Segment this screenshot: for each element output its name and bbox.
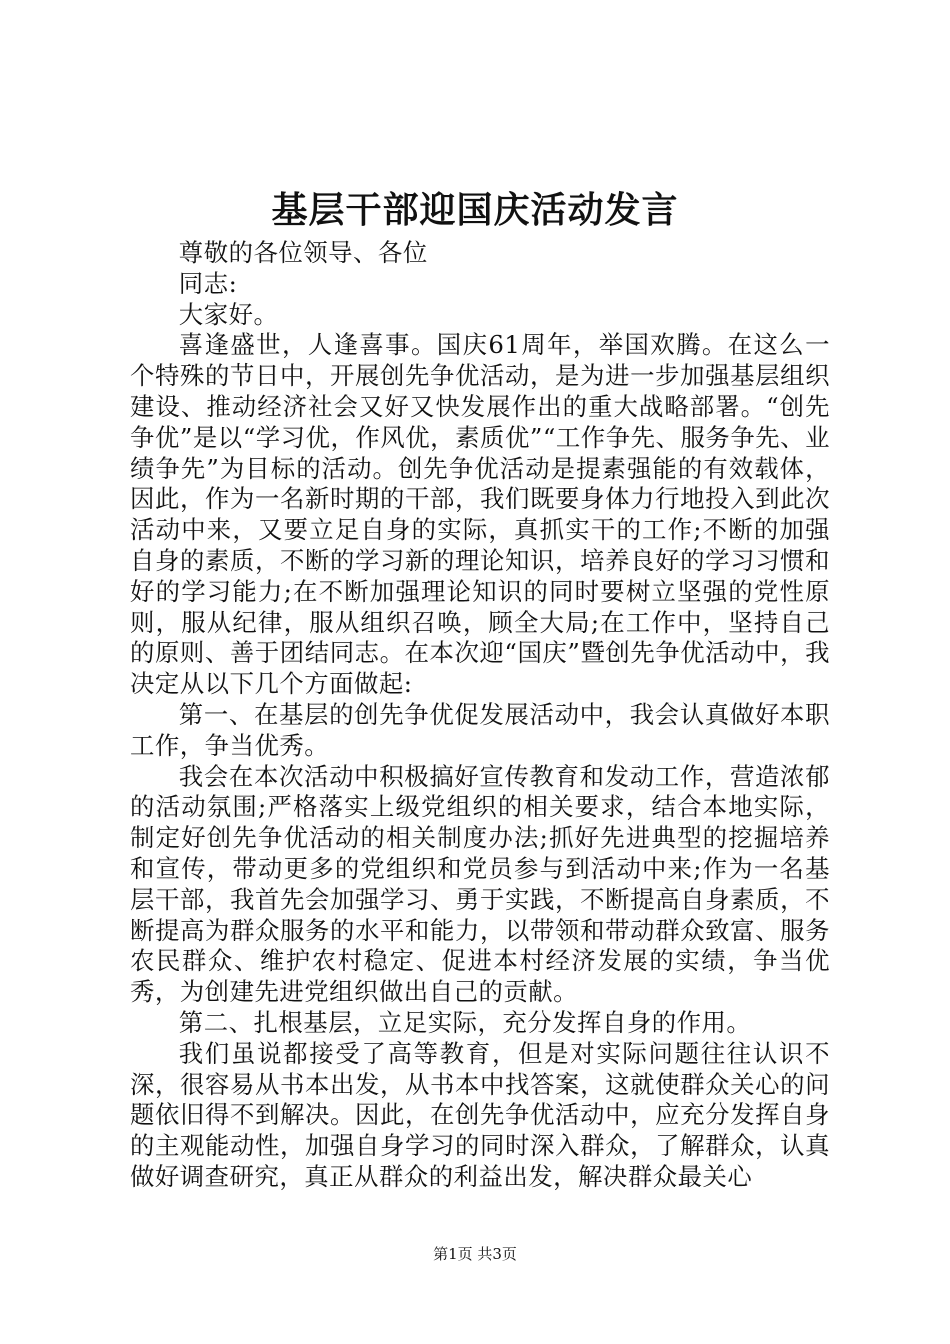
heading-point-2: 第二、扎根基层，立足实际，充分发挥自身的作用。 bbox=[178, 1007, 752, 1037]
document-body bbox=[130, 238, 830, 1193]
page-number-footer: 第1页 共3页 bbox=[433, 1245, 517, 1263]
document-title: 基层干部迎国庆活动发言 bbox=[271, 189, 679, 231]
paragraph-intro: 喜逢盛世，人逢喜事。国庆61周年，举国欢腾。在这么一个特殊的节日中，开展创先争优活动，是为进一步加强基层组织建设、推动经济社会又好又快发展作出的重大战略部署。“创先争优”是以“学习优，作风优，素质优”“工作争先、服务争先、业绩争先”为目标的活动。创先争优活动是提素强能的有效载体，因此，作为一名新时期的干部，我们既要身体力行地投入到此次活动中来，又要立足自身的实际，真抓实干的工作;不断的加强自身的素质，不断的学习新的理论知识，培养良好的学习习惯和好的学习能力;在不断加强理论知识的同时要树立坚强的党性原则，服从纪律，服从组织召唤，顾全大局;在工作中，坚持自己的原则、善于团结同志。在本次迎“国庆”暨创先争优活动中，我决定从以下几个方面做起: bbox=[130, 330, 830, 699]
salutation-line-2: 同志: bbox=[178, 268, 238, 298]
salutation-line-1: 尊敬的各位领导、各位 bbox=[178, 238, 428, 267]
paragraph-point-1: 我会在本次活动中积极搞好宣传教育和发动工作，营造浓郁的活动氛围;严格落实上级党组织的相关要求，结合本地实际，制定好创先争优活动的相关制度办法;抓好先进典型的挖掘培养和宣传，带动更多的党组织和党员参与到活动中来;作为一名基层干部，我首先会加强学习、勇于实践，不断提高自身素质，不断提高为群众服务的水平和能力，以带领和带动群众致富、服务农民群众、维护农村稳定、促进本村经济发展的实绩，争当优秀，为创建先进党组织做出自己的贡献。 bbox=[130, 761, 830, 1007]
greeting: 大家好。 bbox=[178, 299, 279, 329]
paragraph-point-2: 我们虽说都接受了高等教育，但是对实际问题往往认识不深，很容易从书本出发，从书本中找答案，这就使群众关心的问题依旧得不到解决。因此，在创先争优活动中，应充分发挥自身的主观能动性，加强自身学习的同时深入群众，了解群众，认真做好调查研究，真正从群众的利益出发，解决群众最关心 bbox=[130, 1038, 830, 1191]
heading-point-1: 第一、在基层的创先争优促发展活动中，我会认真做好本职工作，争当优秀。 bbox=[130, 699, 830, 760]
